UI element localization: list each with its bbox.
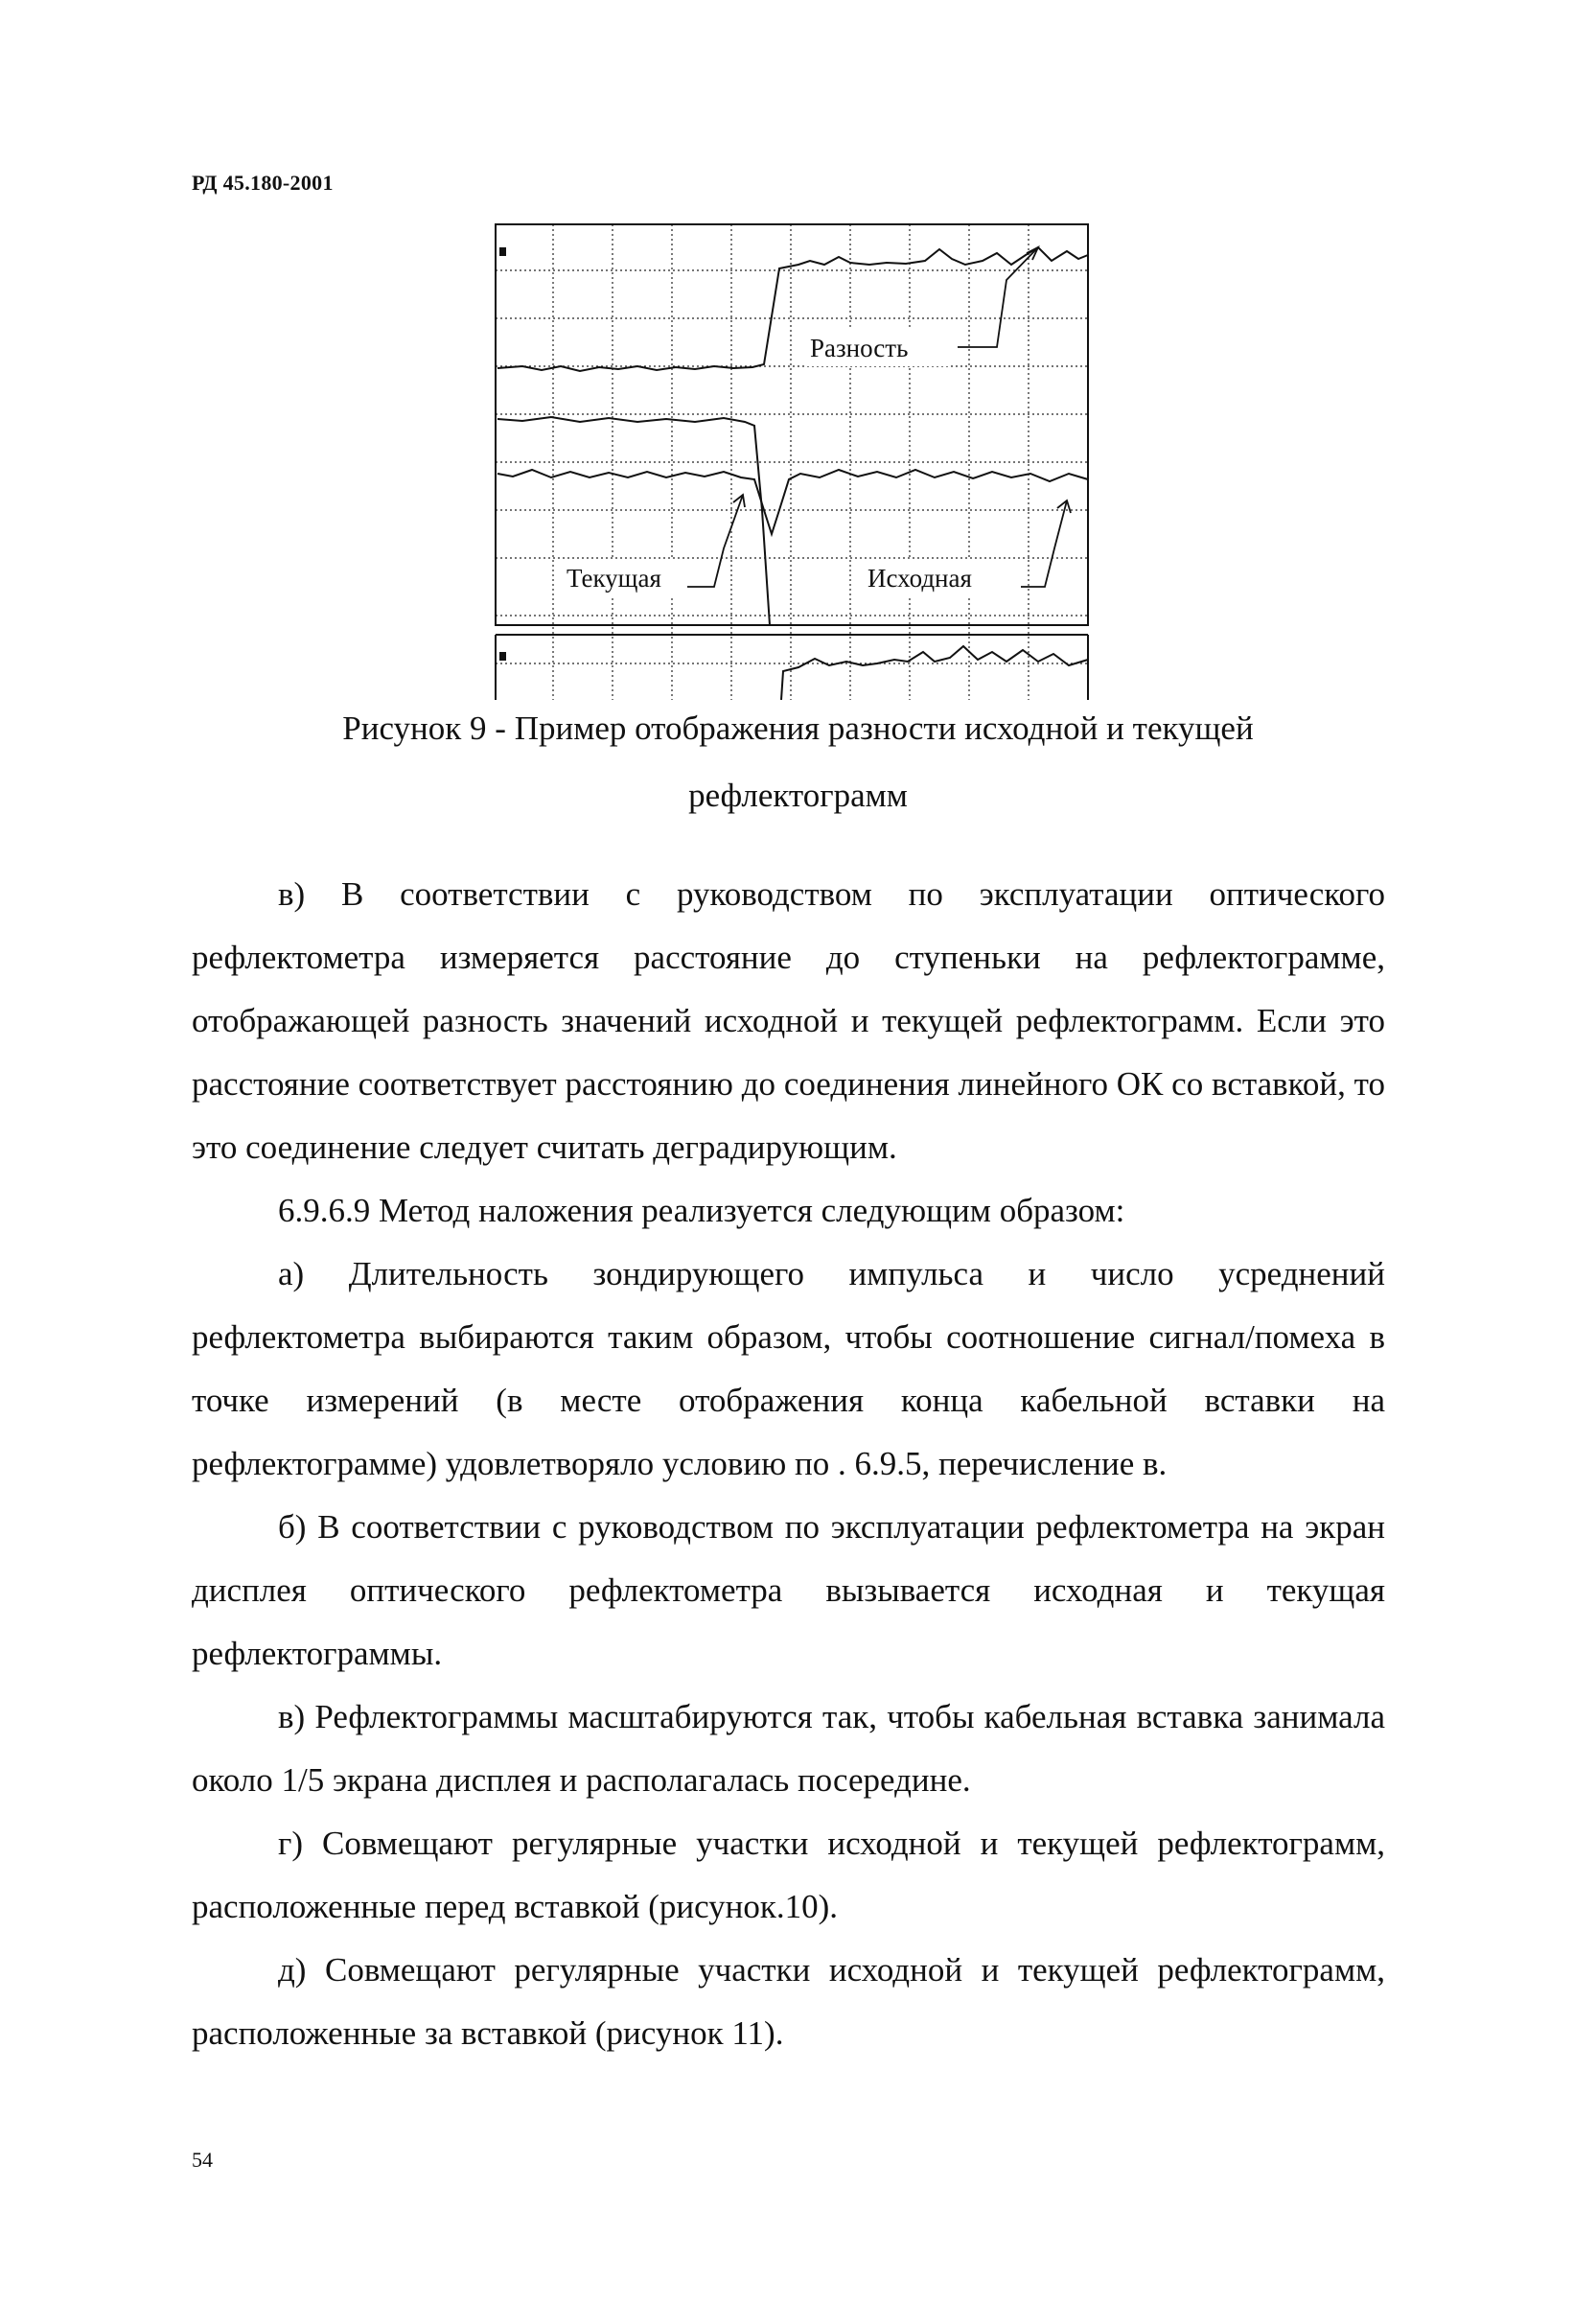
figure-caption-line-2: рефлектограмм bbox=[688, 777, 908, 814]
marker-icon-bottom bbox=[499, 652, 506, 661]
body-text bbox=[192, 863, 1385, 2065]
paragraph-a: а) Длительность зондирующего импульса и число усреднений рефлектометра выбираются таким образом, чтобы соотношение сигнал/помеха в точке измерений (в месте отображения конца кабельной вставки на рефлектограмме) удовлетворяло условию по . 6.9.5, перечисление в. bbox=[192, 1255, 1385, 1482]
difference-trace-bottom bbox=[781, 646, 1088, 700]
paragraph-6-9-6-9: 6.9.6.9 Метод наложения реализуется следующим образом: bbox=[278, 1192, 1125, 1229]
paragraph-v: в) Рефлектограммы масштабируются так, чтобы кабельная вставка занимала около 1/5 экрана дисплея и располагалась посередине. bbox=[192, 1698, 1385, 1799]
current-callout-line bbox=[687, 495, 743, 587]
difference-trace bbox=[497, 247, 1088, 371]
initial-label: Исходная bbox=[867, 564, 972, 593]
marker-icon-top bbox=[499, 247, 506, 256]
current-label: Текущая bbox=[567, 564, 661, 593]
reflectogram-figure bbox=[494, 222, 1090, 700]
paragraph-v-step: в) В соответствии с руководством по эксплуатации оптического рефлектометра измеряется расстояние до ступеньки на рефлектограмме, отображающей разность значений исходной и текущей рефлектограмм. Если это расстояние соответствует расстоянию до соединения линейного ОК со вставкой, то это соединение следует считать деградирующим. bbox=[192, 875, 1385, 1166]
paragraph-g: г) Совмещают регулярные участки исходной и текущей рефлектограмм, расположенные перед вставкой (рисунок.10). bbox=[192, 1825, 1385, 1925]
figure-caption-line-1: Рисунок 9 - Пример отображения разности исходной и текущей bbox=[342, 710, 1254, 747]
page-number: 54 bbox=[192, 2148, 213, 2172]
document-code: РД 45.180-2001 bbox=[192, 171, 334, 195]
figure-grid bbox=[496, 224, 1088, 700]
initial-callout-line bbox=[1021, 500, 1067, 587]
initial-trace bbox=[497, 470, 1088, 534]
difference-label: Разность bbox=[810, 334, 909, 362]
paragraph-b: б) В соответствии с руководством по эксплуатации рефлектометра на экран дисплея оптического рефлектометра вызывается исходная и текущая рефлектограммы. bbox=[192, 1508, 1385, 1672]
paragraph-d: д) Совмещают регулярные участки исходной и текущей рефлектограмм, расположенные за вставкой (рисунок 11). bbox=[192, 1951, 1385, 2052]
